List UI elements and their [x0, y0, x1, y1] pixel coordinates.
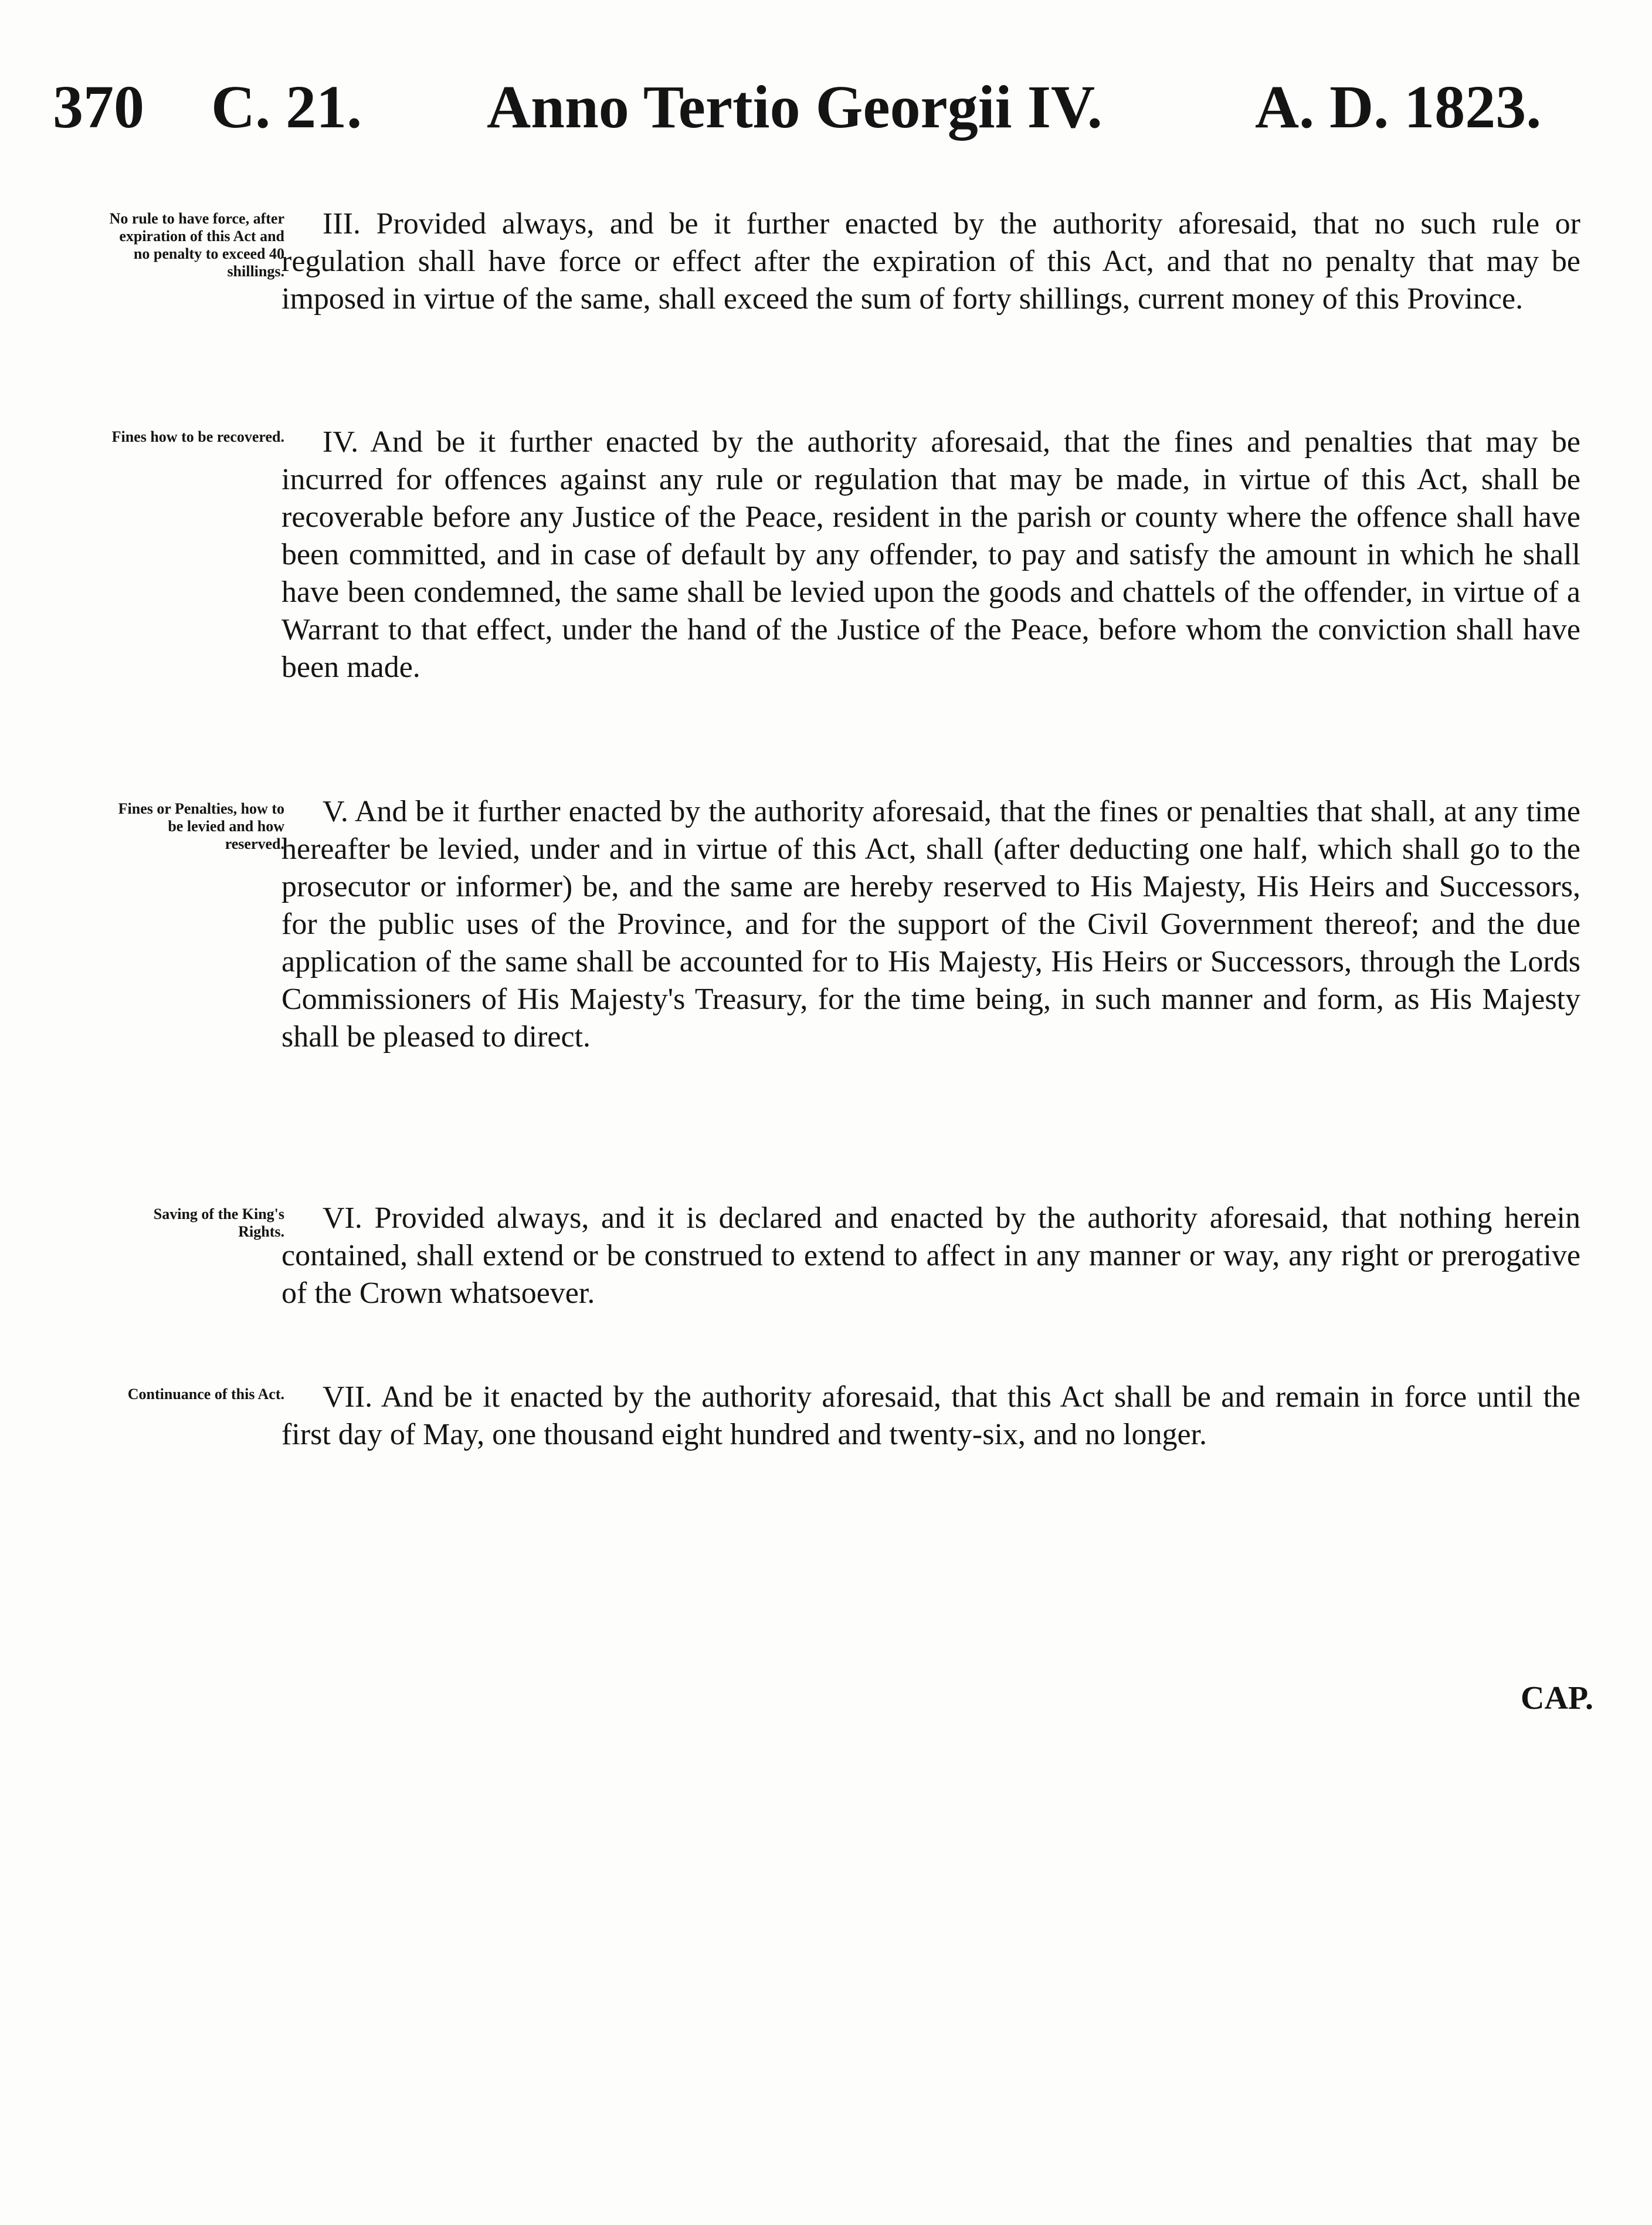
margin-note: Saving of the King's Rights. — [153, 1205, 284, 1240]
margin-note: Fines or Penalties, how to be levied and how reserved. — [118, 800, 284, 852]
page-number: 370 — [53, 73, 144, 141]
chapter-number: C. 21. — [211, 73, 362, 141]
paragraph-text: IV. And be it further enacted by the authority aforesaid, that the fines and penalties that may be incurred for offences against any rule or regulation that may be made, in virtue of this Act, shall be recoverable before any Justice of the Peace, resident in the parish or county where the offence shall have been committed, and in case of default by any offender, to pay and satisfy the amount in which he shall have been condemned, the same shall be levied upon the goods and chattels of the offender, in virtue of a Warrant to that effect, under the hand of the Justice of the Peace, before whom the conviction shall have been made. — [281, 425, 1580, 684]
margin-note: No rule to have force, after expiration of this Act and no penalty to exceed 40 shillings. — [109, 210, 284, 280]
paragraph-text: VI. Provided always, and it is declared and enacted by the authority aforesaid, that nothing herein contained, shall extend or be construed to extend to affect in any manner or way, any right or prerogative of the Crown whatsoever. — [281, 1201, 1580, 1310]
year: A. D. 1823. — [1255, 73, 1542, 141]
paragraph-text: III. Provided always, and be it further enacted by the authority aforesaid, that no such rule or regulation shall have force or effect after the expiration of this Act, and that no penalty that may be imposed in virtue of the same, shall exceed the sum of forty shillings, current money of this Province. — [281, 207, 1580, 316]
margin-note: Fines how to be recovered. — [111, 428, 284, 445]
catchword: CAP. — [1521, 1680, 1593, 1716]
paragraph-text: VII. And be it enacted by the authority aforesaid, that this Act shall be and remain in force until the first day of May, one thousand eight hundred and twenty-six, and no longer. — [281, 1380, 1580, 1451]
running-title: Anno Tertio Georgii IV. — [487, 73, 1103, 141]
paragraph-text: V. And be it further enacted by the authority aforesaid, that the fines or penalties that shall, at any time hereafter be levied, under and in virtue of this Act, shall (after deducting one half, which shall go to the prosecutor or informer) be, and the same are hereby reserved to His Majesty, His Heirs and Successors, for the public uses of the Province, and for the support of the Civil Government thereof; and the due application of the same shall be accounted for to His Majesty, His Heirs or Successors, through the Lords Commissioners of His Majesty's Treasury, for the time being, in such manner and form, as His Majesty shall be pleased to direct. — [281, 795, 1580, 1054]
running-header — [53, 69, 1589, 145]
margin-note: Continuance of this Act. — [127, 1386, 284, 1403]
